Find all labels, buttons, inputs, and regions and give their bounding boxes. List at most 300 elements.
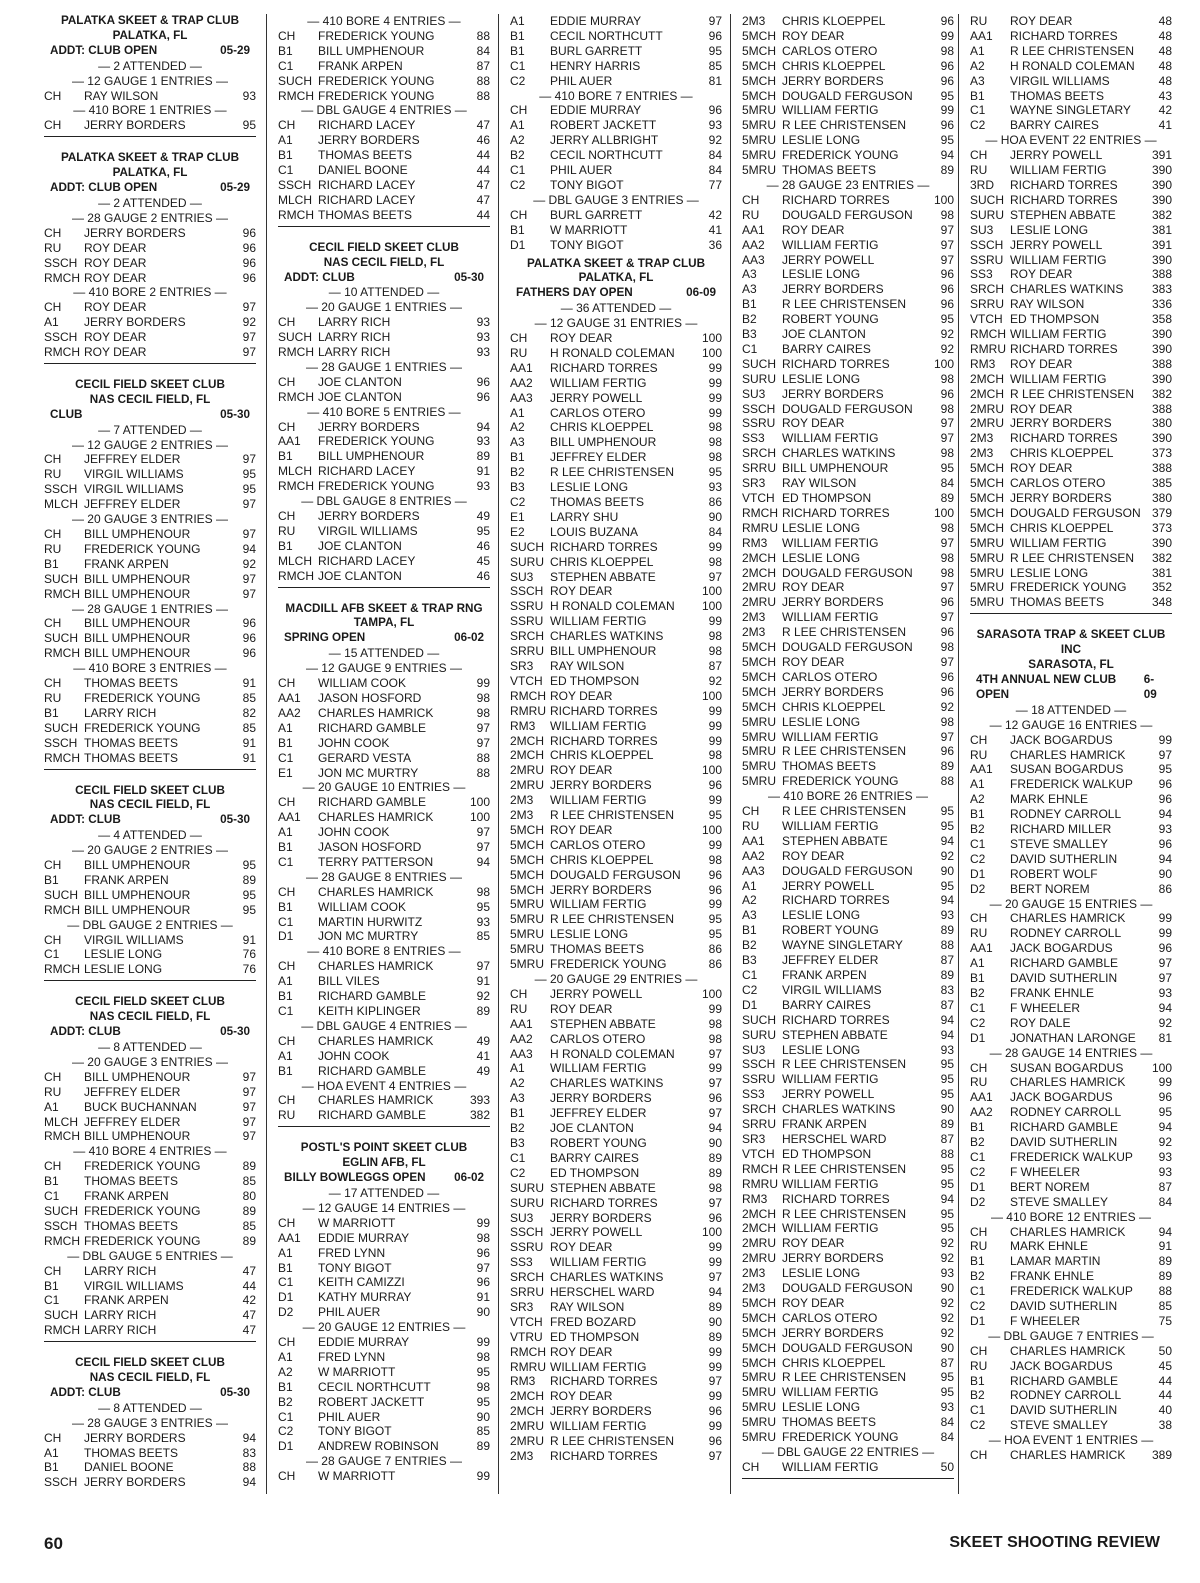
class-code: SSCH <box>970 237 1004 252</box>
shooter-name: JERRY BORDERS <box>782 282 884 297</box>
score: 45 <box>476 553 490 568</box>
shooter-name: CHARLES WATKINS <box>550 1270 664 1285</box>
result-row <box>278 795 490 810</box>
shooter-name: CHARLES HAMRICK <box>318 884 434 899</box>
score: 96 <box>1158 777 1172 792</box>
shooter-name: CARLOS OTERO <box>1010 476 1106 491</box>
result-row <box>510 525 722 540</box>
score: 95 <box>242 482 256 497</box>
class-code: RU <box>970 747 988 762</box>
result-row <box>970 867 1172 882</box>
result-row <box>278 539 490 554</box>
class-code: AA3 <box>742 252 765 267</box>
score: 99 <box>940 103 954 118</box>
result-row <box>970 387 1172 402</box>
shooter-name: TONY BIGOT <box>318 1260 392 1275</box>
score: 90 <box>940 1340 954 1355</box>
result-row <box>970 29 1172 44</box>
shooter-name: RICHARD TORRES <box>782 356 890 371</box>
shooter-name: RICHARD TORRES <box>550 703 658 718</box>
shooter-name: ED THOMPSON <box>782 491 872 505</box>
score: 99 <box>940 28 954 43</box>
gauge-header: — DBL GAUGE 3 ENTRIES — <box>533 192 699 207</box>
score: 99 <box>708 1389 722 1404</box>
shooter-name: LESLIE LONG <box>84 962 163 977</box>
class-code: A3 <box>970 73 985 88</box>
result-row <box>970 837 1172 852</box>
class-code: RMCH <box>44 586 80 601</box>
shooter-name: RICHARD TORRES <box>550 1449 658 1463</box>
score: 46 <box>476 133 490 148</box>
result-row <box>510 868 722 883</box>
class-code: 2M3 <box>970 431 994 446</box>
result-row <box>44 706 256 721</box>
shooter-name: ROY DEAR <box>84 345 147 360</box>
class-code: B2 <box>970 822 985 837</box>
result-row <box>44 903 256 918</box>
result-row <box>742 282 954 297</box>
class-code: CH <box>278 374 296 389</box>
score: 96 <box>242 616 256 631</box>
publication-title: SKEET SHOOTING REVIEW <box>949 1534 1160 1551</box>
result-row <box>510 435 722 450</box>
result-row <box>510 927 722 942</box>
score: 47 <box>476 118 490 133</box>
shooter-name: ROBERT JACKETT <box>318 1394 425 1409</box>
class-code: A1 <box>510 118 525 133</box>
class-code: SUCH <box>278 73 313 88</box>
class-code: A2 <box>510 1076 525 1091</box>
shooter-name: JOE CLANTON <box>550 1121 634 1136</box>
class-code: SRCH <box>742 1102 777 1117</box>
class-code: RMCH <box>44 1233 80 1248</box>
score: 95 <box>940 878 954 893</box>
result-row <box>510 1181 722 1196</box>
shooter-name: STEVE SMALLEY <box>1010 836 1109 851</box>
shooter-name: JERRY ALLBRIGHT <box>550 133 659 148</box>
class-code: VTRU <box>510 1329 543 1344</box>
score: 100 <box>701 822 722 837</box>
event-date: 05-30 <box>220 813 250 827</box>
score: 100 <box>701 688 722 703</box>
score: 97 <box>242 1099 256 1114</box>
event-line <box>510 286 722 301</box>
shooter-name: CECIL NORTHCUTT <box>550 148 663 163</box>
result-row <box>44 616 256 631</box>
class-code: SSRU <box>970 252 1004 267</box>
class-code: AA2 <box>742 848 765 863</box>
class-code: 5MCH <box>742 699 777 714</box>
class-code: B1 <box>278 1063 293 1078</box>
class-code: A2 <box>510 420 525 435</box>
score: 96 <box>940 744 954 759</box>
score: 48 <box>1158 28 1172 43</box>
gauge-header: — DBL GAUGE 4 ENTRIES — <box>301 1018 467 1033</box>
score: 98 <box>708 435 722 450</box>
result-row <box>278 330 490 345</box>
class-code: SRCH <box>510 1270 545 1285</box>
result-row <box>510 1434 722 1449</box>
class-code: RU <box>278 523 296 538</box>
score: 89 <box>940 491 954 505</box>
class-code: B1 <box>970 1120 985 1135</box>
result-row <box>742 893 954 908</box>
result-row <box>742 908 954 923</box>
class-code: CH <box>278 1335 296 1350</box>
shooter-name: JERRY POWELL <box>782 252 875 267</box>
result-row <box>742 1057 954 1072</box>
gauge-header: — 20 GAUGE 2 ENTRIES — <box>71 843 229 858</box>
class-code: RMCH <box>278 207 314 222</box>
result-row <box>970 911 1172 926</box>
score: 383 <box>1151 282 1172 297</box>
shooter-name: THOMAS BEETS <box>782 163 877 178</box>
result-row <box>278 1064 490 1079</box>
shooter-name: JASON HOSFORD <box>318 840 422 855</box>
class-code: SSRU <box>742 1072 776 1087</box>
shooter-name: WILLIAM FERTIG <box>550 1255 647 1270</box>
result-row <box>510 208 722 223</box>
shooter-name: STEPHEN ABBATE <box>550 1180 656 1195</box>
result-row <box>742 700 954 715</box>
score: 92 <box>708 673 722 688</box>
score: 92 <box>1158 1135 1172 1150</box>
class-code: RU <box>970 163 988 178</box>
club-name: MACDILL AFB SKEET & TRAP RNG <box>285 601 483 615</box>
score: 97 <box>708 1449 722 1463</box>
result-row <box>44 330 256 345</box>
result-row <box>44 1100 256 1115</box>
class-code: B1 <box>278 1260 293 1275</box>
attended-count: — 2 ATTENDED — <box>98 195 202 210</box>
shooter-name: MARK EHNLE <box>1010 792 1089 807</box>
result-row <box>44 527 256 542</box>
score: 99 <box>708 1419 722 1434</box>
gauge-header: — 410 BORE 7 ENTRIES — <box>539 88 693 103</box>
event-line <box>44 1386 256 1401</box>
shooter-name: WILLIAM FERTIG <box>1010 371 1107 386</box>
class-code: 2MCH <box>970 386 1005 401</box>
shooter-name: ANDREW ROBINSON <box>318 1439 439 1454</box>
score: 97 <box>708 1195 722 1210</box>
shooter-name: BILL UMPHENOUR <box>84 646 191 661</box>
class-code: 5MCH <box>970 476 1005 491</box>
shooter-name: JERRY BORDERS <box>782 386 884 401</box>
score: 382 <box>1151 386 1172 401</box>
result-row <box>970 566 1172 581</box>
class-code: CH <box>278 1033 296 1048</box>
result-row <box>970 178 1172 193</box>
score: 89 <box>708 1329 722 1344</box>
shooter-name: RAY WILSON <box>550 658 625 673</box>
result-row <box>510 1166 722 1181</box>
score: 90 <box>708 509 722 524</box>
class-code: 5MCH <box>970 520 1005 535</box>
score: 97 <box>708 14 722 28</box>
class-code: E1 <box>510 509 525 524</box>
class-code: 2MCH <box>510 1389 545 1404</box>
shooter-name: BILL UMPHENOUR <box>84 616 191 631</box>
score: 96 <box>1158 836 1172 851</box>
shooter-name: VIRGIL WILLIAMS <box>84 1278 184 1293</box>
result-row <box>44 1085 256 1100</box>
result-row <box>970 431 1172 446</box>
shooter-name: DAVID SUTHERLIN <box>1010 1299 1118 1314</box>
result-row <box>970 1225 1172 1240</box>
result-row <box>510 674 722 689</box>
class-code: C1 <box>278 163 294 178</box>
result-row <box>970 1284 1172 1299</box>
shooter-name: GERARD VESTA <box>318 750 412 765</box>
shooter-name: FREDERICK YOUNG <box>84 1203 201 1218</box>
shooter-name: RICHARD TORRES <box>550 1195 658 1210</box>
result-row <box>44 482 256 497</box>
class-code: SUCH <box>44 571 79 586</box>
shooter-name: SUSAN BOGARDUS <box>1010 762 1124 777</box>
class-code: CH <box>278 1093 296 1108</box>
club-block <box>44 378 256 770</box>
result-row <box>510 163 722 178</box>
class-code: CH <box>510 103 528 118</box>
shooter-name: HERSCHEL WARD <box>782 1131 887 1146</box>
gauge-header: — 12 GAUGE 14 ENTRIES — <box>302 1200 466 1215</box>
score: 94 <box>708 1121 722 1136</box>
result-row <box>278 569 490 584</box>
class-code: CH <box>278 1215 296 1230</box>
class-code: RMCH <box>44 646 80 661</box>
class-code: A3 <box>510 1091 525 1106</box>
class-code: CH <box>970 732 988 747</box>
score: 96 <box>476 1245 490 1260</box>
shooter-name: ROY DEAR <box>782 848 845 863</box>
club-location: PALATKA, FL <box>112 28 188 42</box>
result-row <box>970 89 1172 104</box>
shooter-name: LAMAR MARTIN <box>1010 1254 1101 1269</box>
class-code: SUCH <box>510 539 545 554</box>
score: 87 <box>940 1355 954 1370</box>
score: 44 <box>1158 1373 1172 1388</box>
result-row <box>278 840 490 855</box>
result-row <box>970 792 1172 807</box>
class-code: SSCH <box>510 1225 544 1240</box>
result-row <box>742 491 954 506</box>
shooter-name: RICHARD GAMBLE <box>318 989 427 1004</box>
class-code: RMCH <box>742 505 778 520</box>
club-name: CECIL FIELD SKEET CLUB <box>75 783 225 797</box>
class-code: RMCH <box>278 568 314 583</box>
shooter-name: FRANK ARPEN <box>782 1117 867 1132</box>
gauge-header: — DBL GAUGE 4 ENTRIES — <box>301 103 467 118</box>
class-code: B1 <box>278 735 293 750</box>
score: 98 <box>940 550 954 565</box>
class-code: 5MCH <box>742 640 777 655</box>
result-row <box>510 1136 722 1151</box>
class-code: 2M3 <box>970 446 994 461</box>
result-row <box>278 434 490 449</box>
result-row <box>44 557 256 572</box>
shooter-name: MARK EHNLE <box>1010 1239 1089 1254</box>
class-code: CH <box>44 1069 62 1084</box>
gauge-header: — 410 BORE 8 ENTRIES — <box>307 944 461 959</box>
class-code: RU <box>742 207 760 222</box>
shooter-name: WILLIAM FERTIG <box>550 1359 647 1374</box>
score: 92 <box>940 1310 954 1325</box>
shooter-name: THOMAS BEETS <box>84 1445 179 1460</box>
shooter-name: JERRY BORDERS <box>84 118 186 133</box>
score: 390 <box>1151 341 1172 356</box>
class-code: B1 <box>510 43 525 58</box>
class-code: C1 <box>742 968 758 982</box>
class-code: RU <box>970 926 988 941</box>
shooter-name: F WHEELER <box>1010 1000 1081 1015</box>
shooter-name: WILLIAM FERTIG <box>1010 163 1107 178</box>
shooter-name: STEPHEN ABBATE <box>1010 207 1116 222</box>
class-code: RM3 <box>742 535 768 550</box>
gauge-header: — 28 GAUGE 1 ENTRIES — <box>305 359 463 374</box>
result-row <box>970 416 1172 431</box>
shooter-name: LESLIE LONG <box>782 267 861 282</box>
shooter-name: R LEE CHRISTENSEN <box>782 297 907 312</box>
class-code: RM3 <box>510 718 536 733</box>
class-code: 5MCH <box>742 28 777 43</box>
class-code: SSCH <box>742 401 776 416</box>
result-row <box>742 744 954 759</box>
score: 95 <box>708 912 722 927</box>
class-code: CH <box>44 1159 62 1174</box>
class-code: CH <box>278 118 296 133</box>
attended-count: — 8 ATTENDED — <box>98 1400 202 1415</box>
class-code: VTCH <box>970 312 1003 327</box>
score: 100 <box>1151 1060 1172 1075</box>
score: 95 <box>708 43 722 58</box>
class-code: C1 <box>278 58 294 73</box>
shooter-name: JEFFREY ELDER <box>550 1106 647 1121</box>
score: 91 <box>476 464 490 479</box>
class-code: E1 <box>278 765 293 780</box>
shooter-name: FREDERICK YOUNG <box>318 88 435 103</box>
result-row <box>278 676 490 691</box>
score: 99 <box>708 1344 722 1359</box>
shooter-name: ROY DEAR <box>782 1236 845 1251</box>
result-row <box>970 1135 1172 1150</box>
shooter-name: ROBERT YOUNG <box>782 923 879 938</box>
class-code: RMCH <box>44 345 80 360</box>
shooter-name: JERRY POWELL <box>550 986 643 1001</box>
class-code: CH <box>44 616 62 631</box>
shooter-name: THOMAS BEETS <box>550 495 645 509</box>
shooter-name: LARRY RICH <box>84 1263 157 1278</box>
class-code: CH <box>278 959 296 974</box>
score: 88 <box>940 1146 954 1161</box>
result-row <box>44 1174 256 1189</box>
result-row <box>44 1159 256 1174</box>
score: 49 <box>476 1033 490 1048</box>
event-date: 6-09 <box>1143 672 1157 701</box>
result-row <box>278 59 490 74</box>
class-code: B1 <box>510 28 525 43</box>
shooter-name: ROY DEAR <box>550 763 613 778</box>
shooter-name: CECIL NORTHCUTT <box>318 1379 431 1394</box>
shooter-name: ROY DEAR <box>1010 14 1073 28</box>
shooter-name: ROY DEAR <box>1010 267 1073 282</box>
score: 93 <box>476 914 490 929</box>
shooter-name: F WHEELER <box>1010 1164 1081 1179</box>
score: 96 <box>940 118 954 133</box>
score: 95 <box>708 465 722 480</box>
result-row <box>970 1388 1172 1403</box>
class-code: 5MCH <box>970 491 1005 505</box>
score: 96 <box>940 625 954 640</box>
class-code: SRRU <box>742 1117 777 1132</box>
result-row <box>510 1270 722 1285</box>
class-code: A2 <box>742 893 757 908</box>
result-row <box>278 1275 490 1290</box>
score: 93 <box>940 908 954 923</box>
score: 98 <box>708 748 722 763</box>
shooter-name: ED THOMPSON <box>550 1165 640 1180</box>
result-row <box>44 858 256 873</box>
result-row <box>742 387 954 402</box>
shooter-name: WAYNE SINGLETARY <box>1010 103 1131 118</box>
class-code: D1 <box>742 997 758 1012</box>
result-row <box>510 659 722 674</box>
gauge-header: — DBL GAUGE 8 ENTRIES — <box>301 494 467 509</box>
result-row <box>970 282 1172 297</box>
shooter-name: CHARLES WATKINS <box>1010 282 1124 297</box>
event-line <box>44 44 256 59</box>
shooter-name: JOHN COOK <box>318 1048 390 1063</box>
class-code: CH <box>44 118 62 133</box>
class-code: A1 <box>970 43 985 58</box>
result-row <box>970 193 1172 208</box>
shooter-name: ROY DEAR <box>782 28 845 43</box>
result-row <box>742 103 954 118</box>
result-row <box>510 719 722 734</box>
shooter-name: EDDIE MURRAY <box>318 1230 410 1245</box>
shooter-name: WILLIAM FERTIG <box>550 375 647 390</box>
result-row <box>970 762 1172 777</box>
result-row <box>510 391 722 406</box>
shooter-name: LESLIE LONG <box>1010 222 1089 237</box>
shooter-name: R LEE CHRISTENSEN <box>782 1057 907 1072</box>
score: 100 <box>933 505 954 520</box>
result-row <box>970 748 1172 763</box>
result-row <box>278 29 490 44</box>
column-3 <box>510 14 722 1468</box>
shooter-name: ROBERT JACKETT <box>550 118 657 133</box>
score: 96 <box>242 646 256 661</box>
score: 42 <box>1158 103 1172 118</box>
result-row <box>970 1031 1172 1046</box>
result-row <box>742 655 954 670</box>
result-row <box>44 962 256 977</box>
result-row <box>278 885 490 900</box>
shooter-name: DOUGALD FERGUSON <box>782 207 913 222</box>
class-code: 5MCH <box>510 867 545 882</box>
result-row <box>44 691 256 706</box>
gauge-header: — 20 GAUGE 12 ENTRIES — <box>302 1320 466 1335</box>
class-code: C2 <box>970 1418 986 1433</box>
score: 86 <box>708 942 722 957</box>
result-row <box>278 1049 490 1064</box>
shooter-name: BILL UMPHENOUR <box>318 43 425 58</box>
score: 95 <box>476 1364 490 1379</box>
class-code: B1 <box>510 450 525 465</box>
shooter-name: R LEE CHRISTENSEN <box>782 804 907 819</box>
score: 96 <box>476 1275 490 1290</box>
score: 84 <box>940 476 954 491</box>
class-code: SSCH <box>44 330 78 345</box>
